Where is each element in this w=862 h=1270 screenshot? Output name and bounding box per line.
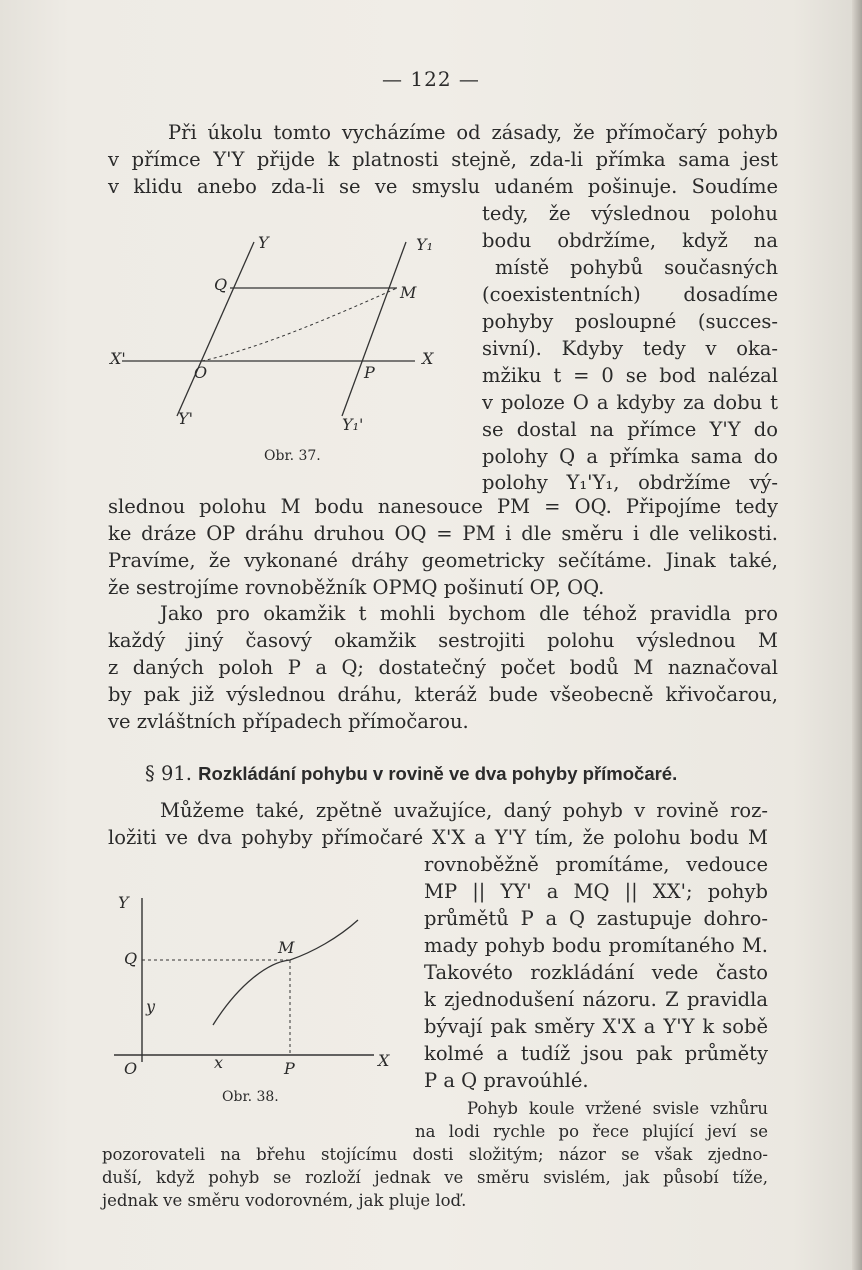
text-line: že sestrojíme rovnoběžník OPMQ pošinutí OP, OQ. bbox=[108, 576, 605, 599]
section-title: Rozkládání pohybu v rovině ve dva pohyby přímočaré. bbox=[198, 763, 678, 784]
text-line: pozorovateli na břehu stojícímu dosti složitým; názor se však zjedno- bbox=[102, 1145, 768, 1164]
trajectory-curve bbox=[213, 920, 358, 1025]
text-line: jednak ve směru vodorovném, jak pluje loď. bbox=[102, 1191, 467, 1210]
text-line: Při úkolu tomto vycházíme od zásady, že přímočarý pohyb bbox=[168, 121, 778, 144]
section-number: § 91. bbox=[145, 762, 192, 785]
text-line: pohyby posloupné (succes- bbox=[482, 310, 778, 333]
text-line: místě pohybů současných bbox=[495, 256, 778, 279]
text-line: MP || YY' a MQ || XX'; pohyb bbox=[424, 880, 768, 903]
text-line: na lodi rychle po řece plující jeví se bbox=[415, 1122, 768, 1141]
text-line: bývají pak směry X'X a Y'Y k sobě bbox=[424, 1015, 768, 1038]
label-Y: Y bbox=[118, 893, 129, 912]
resultant-path bbox=[202, 288, 397, 361]
label-Q: Q bbox=[214, 275, 228, 294]
page-edge-shadow bbox=[852, 0, 862, 1270]
text-line: P a Q pravoúhlé. bbox=[424, 1069, 589, 1092]
y-axis-line bbox=[177, 242, 254, 416]
text-line: v poloze O a kdyby za dobu t bbox=[482, 391, 778, 414]
label-P: P bbox=[284, 1059, 295, 1078]
label-P: P bbox=[364, 363, 375, 382]
page-number: — 122 — bbox=[382, 67, 480, 91]
text-line: slednou polohu M bodu nanesouce PM = OQ. Připojíme tedy bbox=[108, 495, 778, 518]
text-line: ke dráze OP dráhu druhou OQ = PM i dle směru i dle velikosti. bbox=[108, 522, 778, 545]
figure-37-caption: Obr. 37. bbox=[264, 448, 321, 464]
figure-37-parallelogram bbox=[110, 228, 450, 468]
text-line: každý jiný časový okamžik sestrojiti polohu výslednou M bbox=[108, 629, 778, 652]
label-x: x bbox=[214, 1053, 224, 1072]
label-Q: Q bbox=[124, 949, 138, 968]
text-line: mady pohyb bodu promítaného M. bbox=[424, 934, 768, 957]
label-O: O bbox=[124, 1059, 138, 1078]
text-line: se dostal na přímce Y'Y do bbox=[482, 418, 778, 441]
text-line: tedy, že výslednou polohu bbox=[482, 202, 778, 225]
text-line: ve zvláštních případech přímočarou. bbox=[108, 710, 469, 733]
label-X-prime: X' bbox=[110, 349, 126, 368]
label-y: y bbox=[146, 997, 156, 1016]
text-line: Můžeme také, zpětně uvažujíce, daný pohyb v rovině roz- bbox=[160, 799, 768, 822]
figure-38-caption: Obr. 38. bbox=[222, 1089, 279, 1105]
label-O: O bbox=[194, 363, 208, 382]
text-line: kolmé a tudíž jsou pak průměty bbox=[424, 1042, 768, 1065]
text-line: Pohyb koule vržené svisle vzhůru bbox=[467, 1099, 768, 1118]
label-Y1-prime: Y₁' bbox=[342, 415, 364, 434]
text-line: polohy Y₁'Y₁, obdržíme vý- bbox=[482, 471, 778, 494]
text-line: ložiti ve dva pohyby přímočaré X'X a Y'Y tím, že polohu bodu M bbox=[108, 826, 768, 849]
label-M: M bbox=[278, 938, 295, 957]
text-line: polohy Q a přímka sama do bbox=[482, 445, 778, 468]
label-X: X bbox=[378, 1051, 390, 1070]
section-heading bbox=[145, 762, 677, 785]
label-Y-prime: Y' bbox=[178, 409, 193, 428]
text-line: průmětů P a Q zastupuje dohro- bbox=[424, 907, 768, 930]
text-line: k zjednodušení názoru. Z pravidla bbox=[424, 988, 768, 1011]
label-Y1: Y₁ bbox=[416, 235, 433, 254]
text-line: mžiku t = 0 se bod nalézal bbox=[482, 364, 778, 387]
text-line: rovnoběžně promítáme, vedouce bbox=[424, 853, 768, 876]
text-line: v klidu anebo zda-li se ve smyslu udaném pošinuje. Soudíme bbox=[108, 175, 778, 198]
text-line: bodu obdržíme, když na bbox=[482, 229, 778, 252]
label-Y: Y bbox=[258, 233, 269, 252]
text-line: Takovéto rozkládání vede často bbox=[424, 961, 768, 984]
text-line: sivní). Kdyby tedy v oka- bbox=[482, 337, 778, 360]
label-X: X bbox=[422, 349, 434, 368]
text-line: (coexistentních) dosadíme bbox=[482, 283, 778, 306]
text-line: Jako pro okamžik t mohli bychom dle téhož pravidla pro bbox=[160, 602, 778, 625]
text-line: duší, když pohyb se rozloží jednak ve směru svislém, jak působí tíže, bbox=[102, 1168, 768, 1187]
text-line: by pak již výslednou dráhu, kteráž bude všeobecně křivočarou, bbox=[108, 683, 778, 706]
text-line: v přímce Y'Y přijde k platnosti stejně, zda-li přímka sama jest bbox=[108, 148, 778, 171]
y1-axis-line bbox=[342, 242, 406, 416]
text-line: Pravíme, že vykonané dráhy geometricky sečítáme. Jinak také, bbox=[108, 549, 778, 572]
label-M: M bbox=[400, 283, 417, 302]
figure-38-rectangular-projection bbox=[108, 890, 408, 1090]
text-line: z daných poloh P a Q; dostatečný počet bodů M naznačoval bbox=[108, 656, 778, 679]
